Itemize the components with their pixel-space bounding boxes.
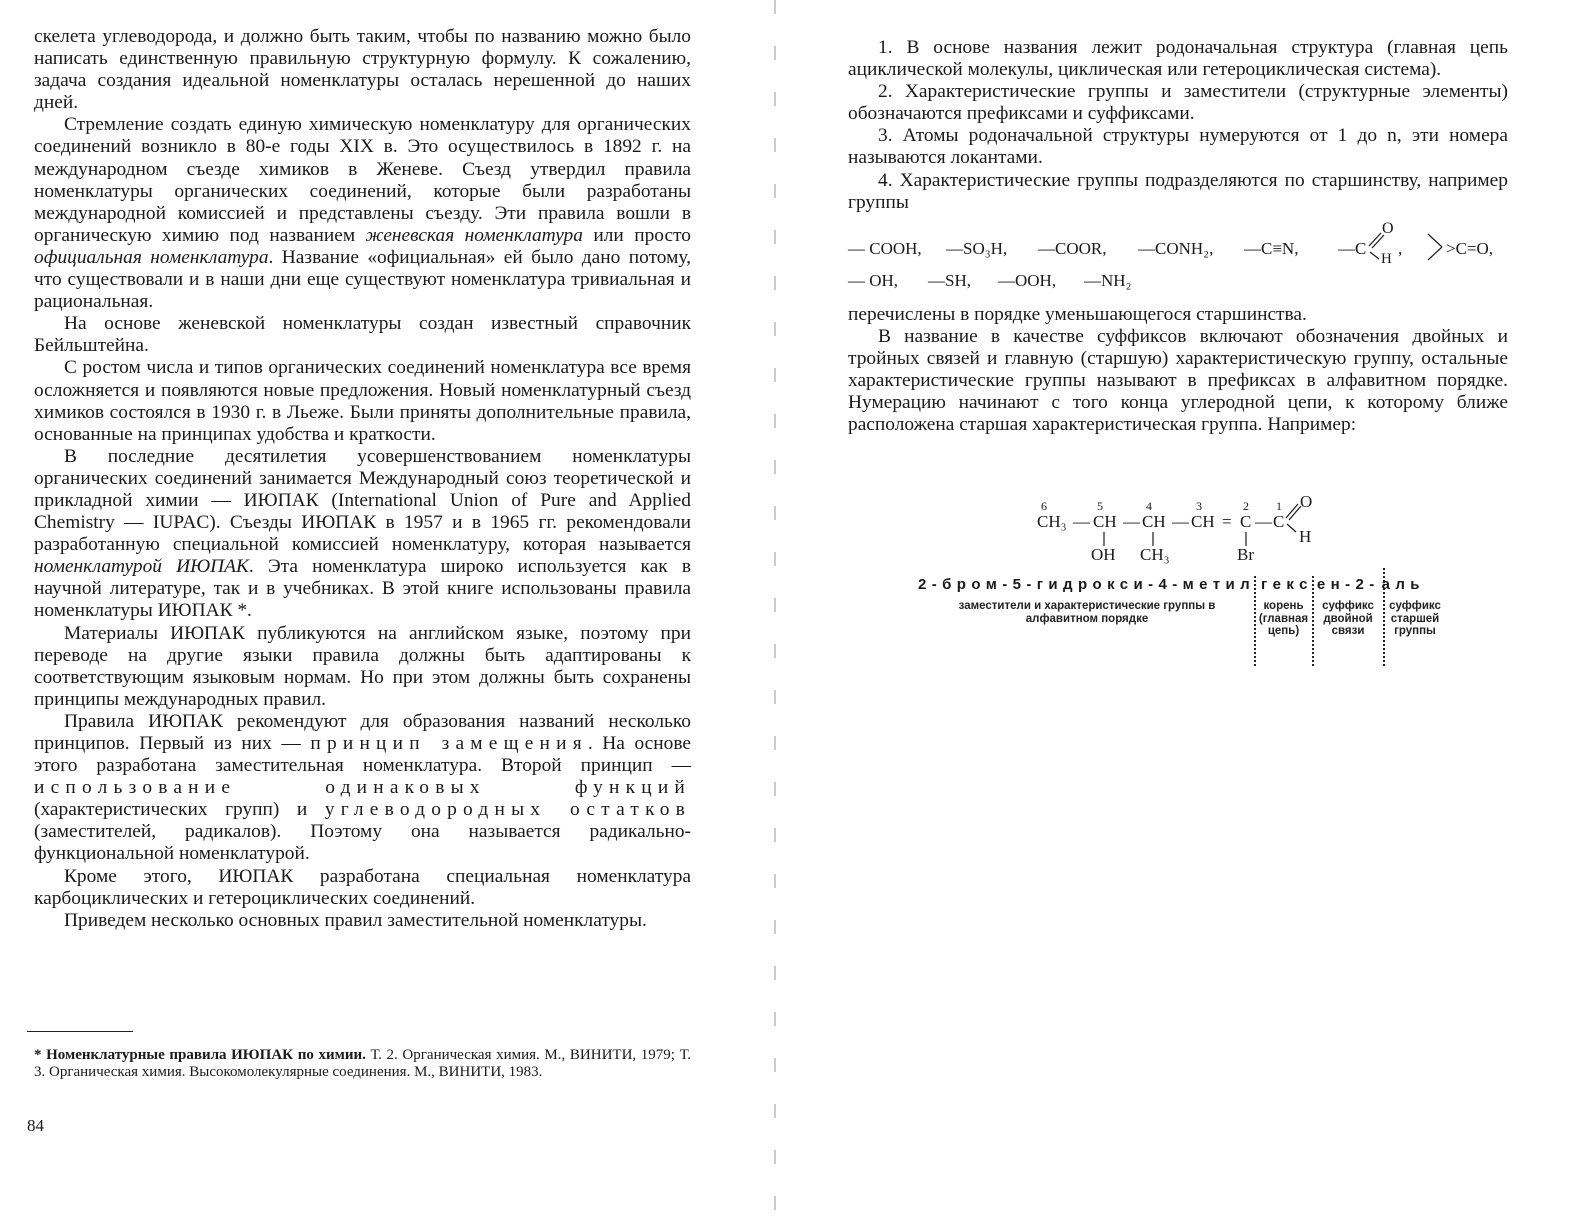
chain-c1: C [1273, 512, 1285, 531]
spaced-term: использование одинаковых функций [34, 777, 691, 799]
left-page [0, 0, 770, 1227]
right-page [782, 0, 1577, 1227]
group-cho: —C [1338, 238, 1367, 258]
left-paragraph-9 [34, 910, 691, 932]
label-substituents: заместители и характеристические группы в алфавитном порядке [958, 600, 1216, 625]
ketone-bond-lines [1426, 232, 1446, 262]
label-principal-suffix: суффикс старшей группы [1389, 600, 1441, 637]
text-run: На основе женевской номенклатуры создан известный справочник Бейльштейна. [34, 313, 691, 357]
group-cn: —C≡N, [1244, 238, 1299, 258]
name-double-bond-suffix: ен-2- [1316, 576, 1380, 593]
suffix-paragraph: В название в качестве суффиксов включают обозначения двойных и тройных связей и главную (старшую) характеристическую группу, остальные характеристические группы называют в префиксах в алфавитном порядке. Нумерацию начинают с того конца углеродной цепи, к которому ближе расположена старшая характеристическая группа. Например: [848, 325, 1508, 436]
text-run: В последние десятилетия усовершенствованием номенклатуры органических соединений занимается Международный союз теоретической и прикладной химии — ИЮПАК (International Union of Pure and Applied Chemistry — IUPAC). Съезды ИЮПАК в 1957 и в 1965 гг. рекомендовали разработанную специальной комиссией номенклатуру, которая называется [34, 445, 691, 556]
group-cooh: — COOH, [848, 238, 922, 258]
text-run: Материалы ИЮПАК публикуются на английском языке, поэтому при переводе на другие языки правила должны быть адаптированы к соответствующим языковым нормам. Но при этом должны быть сохранены принципы международных правил. [34, 622, 691, 710]
text-run: или просто [582, 224, 691, 246]
bond-2-1: — [1255, 512, 1272, 531]
name-root: гекс [1261, 576, 1313, 593]
substituent-oh: OH [1091, 545, 1116, 564]
rule-4: 4. Характеристические группы подразделяются по старшинству, например группы [848, 169, 1508, 213]
left-text-column [34, 26, 691, 932]
group-nh2: —NH₂ [1084, 270, 1132, 290]
chain-c5: CH [1093, 512, 1117, 531]
label-root: корень (главная цепь) [1258, 600, 1309, 637]
substituent-ch3: CH₃ [1140, 545, 1170, 564]
text-run: . Эта номенклатура широко используется как в научной литературе, так и в учебниках. В этой книге использованы правила номенклатуры ИЮПАК *. [34, 556, 691, 622]
text-run: Приведем несколько основных правил заместительной номенклатуры. [64, 909, 647, 931]
footnote-rule [27, 1031, 133, 1032]
group-oh: — OH, [848, 270, 899, 290]
bond-6-5: — [1073, 512, 1090, 531]
locant-1: 1 [1276, 499, 1282, 513]
bond-4-3: — [1172, 512, 1189, 531]
text-run: Стремление создать единую химическую номенклатуру для органических соединений возникло в 80-е годы XIX в. Это осуществилось в 1892 г. на международном съезде химиков в Женеве. Съезд утвердил правила номенклатуры органических соединений, которые были разработаны международной комиссией и представлены съезду. Эти правила вошли в органическую химию под названием [34, 114, 691, 246]
locant-4: 4 [1146, 499, 1152, 513]
label-double-bond-suffix: суффикс двойной связи [1322, 600, 1374, 637]
iupac-name [918, 576, 1425, 593]
left-paragraph-4 [34, 357, 691, 445]
after-groups-text: перечислены в порядке уменьшающегося старшинства. [848, 303, 1307, 325]
group-coor: —COOR, [1038, 238, 1107, 258]
rule-3: 3. Атомы родоначальной структуры нумеруются от 1 до n, эти номера называются локантами. [848, 125, 1508, 169]
text-run: Кроме этого, ИЮПАК разработана специальная номенклатура карбоциклических и гетероциклических соединений. [34, 865, 691, 909]
chain-c6: CH₃ [1037, 512, 1067, 531]
left-paragraph-7 [34, 711, 691, 866]
text-run: (заместителей, радикалов). Поэтому она называется радикально-функциональной номенклатурой. [34, 821, 691, 865]
chain-c4: CH [1142, 512, 1166, 531]
locant-3: 3 [1196, 499, 1202, 513]
left-paragraph-3 [34, 313, 691, 357]
text-run: С ростом числа и типов органических соединений номенклатура все время осложняется и появляются новые предложения. Новый номенклатурный съезд химиков состоялся в 1930 г. в Льеже. Были приняты дополнительные правила, основанные на принципах удобства и краткости. [34, 357, 691, 445]
locant-2: 2 [1243, 499, 1249, 513]
left-paragraph-8 [34, 866, 691, 910]
groups-row-2 [848, 264, 1508, 292]
footnote [34, 1047, 691, 1081]
text-run: . На основе этого разработана заместительная номенклатура. Второй принцип — [34, 733, 691, 777]
left-paragraph-2 [34, 114, 691, 313]
italic-term: женевская номенклатура [365, 224, 583, 246]
text-run: (характеристических групп) и [34, 799, 325, 821]
rule-1: 1. В основе названия лежит родоначальная структура (главная цепь ациклической молекулы, циклическая или гетероциклическая система). [848, 37, 1508, 81]
footnote-text: Т. 2. Органическая химия. М., ВИНИТИ, 1979; Т. 3. Органическая химия. Высокомолекулярные соединения. М., ВИНИТИ, 1983. [34, 1047, 691, 1080]
rule-2: 2. Характеристические группы и заместители (структурные элементы) обозначаются префиксами и суффиксами. [848, 81, 1508, 125]
chain-c2: C [1240, 512, 1252, 531]
structure-aldehyde-h: H [1299, 527, 1312, 546]
bond-5-4: — [1123, 512, 1140, 531]
name-prefixes: 2-бром-5-гидрокси-4-метил [918, 576, 1256, 593]
structure-aldehyde-o: O [1300, 492, 1313, 511]
characteristic-groups-formula [848, 219, 1508, 292]
groups-row-1 [848, 219, 1508, 267]
name-principal-suffix: аль [1381, 576, 1425, 593]
text-run: Правила ИЮПАК рекомендуют для образования названий несколько принципов. Первый из них — [34, 710, 691, 754]
aldehyde-h: H [1381, 250, 1392, 267]
text-run: . Название «официальная» ей было дано потому, что существовали и в наши дни еще существуют номенклатура тривиальная и рациональная. [34, 246, 691, 313]
group-conh2: —CONH₂, [1138, 238, 1214, 258]
bond-3-2: = [1222, 512, 1232, 531]
book-gutter [774, 0, 776, 1227]
substituent-br: Br [1237, 545, 1254, 564]
spaced-term: принцип замещения [310, 733, 588, 754]
locant-5: 5 [1097, 499, 1103, 513]
text-run: скелета углеводорода, и должно быть таким, чтобы по названию можно было написать единственную правильную структурную формулу. К сожалению, задача создания идеальной номенклатуры осталась нерешенной до наших дней. [34, 26, 691, 114]
italic-term: официальная номенклатура [34, 246, 269, 268]
group-co: >C=O, [1446, 238, 1494, 258]
locant-6: 6 [1041, 499, 1047, 513]
spaced-term: углеводородных остатков [324, 799, 691, 821]
right-text-column [848, 37, 1508, 436]
left-paragraph-6 [34, 623, 691, 711]
group-ooh: —OOH, [998, 270, 1057, 290]
left-paragraph-5 [34, 446, 691, 623]
left-paragraph-1 [34, 26, 691, 114]
footnote-title: * Номенклатурные правила ИЮПАК по химии. [34, 1047, 366, 1063]
page-number: 84 [27, 1116, 44, 1135]
italic-term: номенклатурой ИЮПАК [34, 556, 249, 578]
aldehyde-o: O [1382, 219, 1394, 237]
chain-c3: CH [1191, 512, 1215, 531]
aldehyde-comma: , [1398, 238, 1403, 258]
group-sh: —SH, [928, 270, 971, 290]
group-so3h: —SO₃H, [946, 238, 1008, 258]
